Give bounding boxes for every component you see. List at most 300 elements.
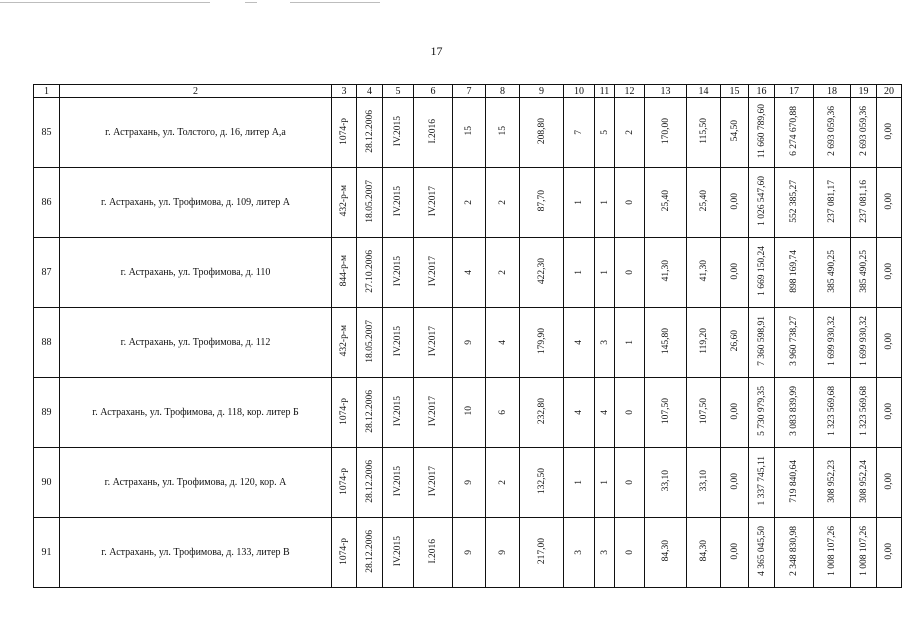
scan-artifact-line — [245, 2, 257, 3]
other-funds-cell — [877, 98, 902, 168]
column-header-8: 8 — [486, 85, 520, 98]
building-area-cell — [520, 238, 564, 308]
column-number-header — [34, 85, 902, 98]
planned-end-text: IV.2017 — [428, 255, 438, 287]
area-other-text: 26,60 — [729, 330, 740, 352]
area-cell — [687, 308, 721, 378]
area-total-cell — [645, 378, 687, 448]
other-funds-text: 0,00 — [884, 472, 894, 490]
page-number: 17 — [430, 44, 443, 58]
order-number-cell — [332, 378, 357, 448]
address-cell: г. Астрахань, ул. Трофимова, д. 120, кор. А — [60, 448, 332, 518]
row-number-cell: 88 — [34, 308, 60, 378]
fund-share-cell — [775, 238, 814, 308]
cost-total-cell — [749, 518, 775, 588]
planned-end-cell — [414, 518, 453, 588]
area-total-cell — [645, 448, 687, 518]
other-funds-text: 0,00 — [884, 192, 894, 210]
planned-start-cell — [383, 98, 414, 168]
area-total-text: 107,50 — [660, 397, 671, 425]
address-cell: г. Астрахань, ул. Трофимова, д. 118, кор. литер Б — [60, 378, 332, 448]
residents-total-cell — [453, 378, 486, 448]
rooms-total-text: 4 — [574, 340, 584, 345]
rooms-total-cell — [564, 518, 595, 588]
cost-total-cell — [749, 448, 775, 518]
municipal-share-cell — [851, 308, 877, 378]
rooms-cell — [595, 98, 615, 168]
cost-total-cell — [749, 238, 775, 308]
order-date-text: 18.05.2007 — [364, 319, 375, 363]
rooms-text: 4 — [599, 410, 610, 415]
table-row — [34, 308, 902, 378]
order-date-cell — [357, 238, 383, 308]
rooms-other-text: 1 — [624, 340, 635, 345]
fund-share-text: 719 840,64 — [789, 459, 799, 503]
region-share-text: 237 081,17 — [827, 179, 837, 223]
area-text: 41,30 — [698, 260, 709, 282]
area-other-text: 0,00 — [729, 472, 740, 490]
municipal-share-text: 308 952,24 — [858, 459, 869, 503]
planned-start-cell — [383, 378, 414, 448]
residents-relocated-cell — [486, 168, 520, 238]
residents-relocated-text: 15 — [497, 126, 508, 136]
municipal-share-text: 1 699 930,32 — [858, 316, 869, 366]
order-date-cell — [357, 518, 383, 588]
column-header-14: 14 — [687, 85, 721, 98]
order-number-cell — [332, 98, 357, 168]
residents-total-cell — [453, 448, 486, 518]
column-header-2: 2 — [60, 85, 332, 98]
planned-start-cell — [383, 308, 414, 378]
order-number-text: 1074-р — [339, 467, 349, 495]
other-funds-cell — [877, 448, 902, 518]
area-total-cell — [645, 518, 687, 588]
order-date-text: 27.10.2006 — [364, 249, 375, 293]
fund-share-cell — [775, 448, 814, 518]
column-header-6: 6 — [414, 85, 453, 98]
municipal-share-cell — [851, 518, 877, 588]
building-area-text: 422,30 — [536, 257, 547, 285]
column-header-13: 13 — [645, 85, 687, 98]
rooms-other-cell — [615, 98, 645, 168]
row-number-cell: 86 — [34, 168, 60, 238]
order-date-text: 28.12.2006 — [364, 109, 375, 153]
municipal-share-cell — [851, 238, 877, 308]
residents-total-text: 9 — [464, 480, 474, 485]
column-header-20: 20 — [877, 85, 902, 98]
rooms-cell — [595, 518, 615, 588]
area-other-cell — [721, 168, 749, 238]
planned-end-text: IV.2017 — [428, 395, 438, 427]
residents-total-cell — [453, 308, 486, 378]
area-total-text: 25,40 — [660, 190, 671, 212]
rooms-total-cell — [564, 98, 595, 168]
area-other-cell — [721, 448, 749, 518]
order-date-cell — [357, 168, 383, 238]
residents-relocated-cell — [486, 308, 520, 378]
other-funds-text: 0,00 — [884, 402, 894, 420]
building-area-cell — [520, 168, 564, 238]
other-funds-text: 0,00 — [884, 332, 894, 350]
fund-share-cell — [775, 168, 814, 238]
region-share-cell — [814, 168, 851, 238]
area-cell — [687, 98, 721, 168]
residents-relocated-text: 2 — [497, 270, 508, 275]
building-area-cell — [520, 448, 564, 518]
rooms-text: 5 — [599, 130, 610, 135]
building-area-cell — [520, 98, 564, 168]
row-number-cell: 89 — [34, 378, 60, 448]
planned-start-cell — [383, 518, 414, 588]
cost-total-cell — [749, 98, 775, 168]
area-cell — [687, 168, 721, 238]
building-area-cell — [520, 308, 564, 378]
scan-artifact-line — [0, 2, 210, 3]
order-number-cell — [332, 238, 357, 308]
other-funds-cell — [877, 518, 902, 588]
column-header-5: 5 — [383, 85, 414, 98]
column-header-7: 7 — [453, 85, 486, 98]
rooms-total-cell — [564, 448, 595, 518]
cost-total-cell — [749, 378, 775, 448]
rooms-other-cell — [615, 378, 645, 448]
residents-relocated-text: 2 — [497, 480, 508, 485]
fund-share-text: 3 960 738,27 — [789, 316, 799, 366]
rooms-other-cell — [615, 168, 645, 238]
row-number-cell: 91 — [34, 518, 60, 588]
other-funds-cell — [877, 238, 902, 308]
planned-end-text: I.2016 — [428, 538, 438, 564]
row-number-cell: 90 — [34, 448, 60, 518]
area-text: 25,40 — [698, 190, 709, 212]
rooms-cell — [595, 308, 615, 378]
region-share-cell — [814, 238, 851, 308]
area-other-cell — [721, 238, 749, 308]
municipal-share-cell — [851, 98, 877, 168]
planned-end-cell — [414, 98, 453, 168]
column-header-17: 17 — [775, 85, 814, 98]
order-date-text: 28.12.2006 — [364, 529, 375, 573]
municipal-share-text: 1 323 569,68 — [858, 386, 869, 436]
residents-relocated-cell — [486, 518, 520, 588]
column-header-4: 4 — [357, 85, 383, 98]
column-header-1: 1 — [34, 85, 60, 98]
cost-total-text: 1 337 745,11 — [756, 456, 767, 506]
order-number-text: 844-р-м — [339, 255, 349, 287]
column-header-19: 19 — [851, 85, 877, 98]
order-number-text: 1074-р — [339, 397, 349, 425]
planned-end-text: IV.2017 — [428, 325, 438, 357]
planned-end-text: IV.2017 — [428, 185, 438, 217]
region-share-cell — [814, 448, 851, 518]
area-text: 33,10 — [698, 470, 709, 492]
rooms-other-text: 0 — [624, 270, 635, 275]
row-number-cell: 87 — [34, 238, 60, 308]
region-share-cell — [814, 518, 851, 588]
planned-start-text: IV.2015 — [393, 255, 403, 287]
municipal-share-text: 385 490,25 — [858, 249, 869, 293]
region-share-text: 385 490,25 — [827, 249, 837, 293]
cost-total-text: 7 360 598,91 — [756, 316, 767, 366]
region-share-text: 1 008 107,26 — [827, 526, 837, 576]
planned-end-cell — [414, 378, 453, 448]
fund-share-cell — [775, 518, 814, 588]
area-total-cell — [645, 308, 687, 378]
rooms-other-text: 0 — [624, 200, 635, 205]
area-total-text: 170,00 — [660, 117, 671, 145]
area-other-cell — [721, 378, 749, 448]
planned-start-cell — [383, 238, 414, 308]
area-total-cell — [645, 168, 687, 238]
building-area-text: 179,90 — [536, 327, 547, 355]
table-row — [34, 518, 902, 588]
planned-start-cell — [383, 168, 414, 238]
building-area-text: 232,80 — [536, 397, 547, 425]
residents-total-cell — [453, 518, 486, 588]
fund-share-cell — [775, 378, 814, 448]
rooms-other-text: 0 — [624, 410, 635, 415]
rooms-total-cell — [564, 238, 595, 308]
rooms-other-text: 0 — [624, 550, 635, 555]
address-cell: г. Астрахань, ул. Трофимова, д. 109, литер А — [60, 168, 332, 238]
area-other-text: 0,00 — [729, 192, 740, 210]
planned-end-cell — [414, 308, 453, 378]
address-cell: г. Астрахань, ул. Толстого, д. 16, литер А,а — [60, 98, 332, 168]
order-number-cell — [332, 448, 357, 518]
area-total-cell — [645, 98, 687, 168]
rooms-total-text: 1 — [574, 270, 584, 275]
planned-start-text: IV.2015 — [393, 325, 403, 357]
planned-start-text: IV.2015 — [393, 535, 403, 567]
other-funds-cell — [877, 168, 902, 238]
table-row — [34, 238, 902, 308]
region-share-cell — [814, 98, 851, 168]
cost-total-text: 4 365 045,50 — [756, 526, 767, 576]
address-cell: г. Астрахань, ул. Трофимова, д. 112 — [60, 308, 332, 378]
area-other-text: 0,00 — [729, 262, 740, 280]
building-area-text: 217,00 — [536, 537, 547, 565]
area-text: 84,30 — [698, 540, 709, 562]
residents-relocated-cell — [486, 378, 520, 448]
rooms-total-cell — [564, 168, 595, 238]
area-cell — [687, 448, 721, 518]
other-funds-cell — [877, 308, 902, 378]
order-number-cell — [332, 518, 357, 588]
housing-register-table — [33, 84, 902, 588]
rooms-text: 3 — [599, 340, 610, 345]
other-funds-text: 0,00 — [884, 122, 894, 140]
table-row — [34, 98, 902, 168]
area-other-cell — [721, 518, 749, 588]
rooms-total-text: 1 — [574, 200, 584, 205]
rooms-cell — [595, 378, 615, 448]
area-other-text: 0,00 — [729, 542, 740, 560]
municipal-share-cell — [851, 168, 877, 238]
planned-end-cell — [414, 238, 453, 308]
column-header-15: 15 — [721, 85, 749, 98]
planned-end-text: I.2016 — [428, 118, 438, 144]
column-header-18: 18 — [814, 85, 851, 98]
other-funds-cell — [877, 378, 902, 448]
rooms-total-text: 1 — [574, 480, 584, 485]
area-cell — [687, 378, 721, 448]
residents-total-text: 4 — [464, 270, 474, 275]
cost-total-text: 1 669 150,24 — [756, 246, 767, 296]
planned-start-text: IV.2015 — [393, 185, 403, 217]
rooms-other-cell — [615, 308, 645, 378]
municipal-share-text: 2 693 059,36 — [858, 106, 869, 156]
table-row — [34, 168, 902, 238]
rooms-total-cell — [564, 308, 595, 378]
area-text: 115,50 — [698, 118, 709, 144]
area-other-cell — [721, 98, 749, 168]
residents-relocated-cell — [486, 98, 520, 168]
rooms-text: 1 — [599, 270, 610, 275]
residents-total-text: 2 — [464, 200, 474, 205]
area-cell — [687, 238, 721, 308]
fund-share-cell — [775, 308, 814, 378]
region-share-text: 1 323 569,68 — [827, 386, 837, 436]
area-cell — [687, 518, 721, 588]
area-total-text: 145,80 — [660, 327, 671, 355]
rooms-cell — [595, 238, 615, 308]
building-area-text: 132,50 — [536, 467, 547, 495]
residents-total-cell — [453, 168, 486, 238]
fund-share-text: 552 385,27 — [789, 179, 799, 223]
area-total-text: 41,30 — [660, 260, 671, 282]
planned-start-text: IV.2015 — [393, 115, 403, 147]
order-date-text: 28.12.2006 — [364, 459, 375, 503]
rooms-text: 3 — [599, 550, 610, 555]
order-date-cell — [357, 378, 383, 448]
residents-total-text: 15 — [464, 126, 474, 136]
fund-share-text: 898 169,74 — [789, 249, 799, 293]
rooms-other-cell — [615, 448, 645, 518]
order-number-text: 432-р-м — [339, 185, 349, 217]
residents-relocated-cell — [486, 238, 520, 308]
fund-share-text: 2 348 830,98 — [789, 526, 799, 576]
order-date-cell — [357, 98, 383, 168]
area-total-cell — [645, 238, 687, 308]
cost-total-cell — [749, 308, 775, 378]
cost-total-cell — [749, 168, 775, 238]
rooms-other-cell — [615, 518, 645, 588]
cost-total-text: 1 026 547,60 — [756, 176, 767, 226]
table-body — [34, 85, 902, 588]
residents-total-cell — [453, 238, 486, 308]
row-number-cell: 85 — [34, 98, 60, 168]
fund-share-text: 3 083 839,99 — [789, 386, 799, 436]
order-date-text: 18.05.2007 — [364, 179, 375, 223]
municipal-share-cell — [851, 448, 877, 518]
region-share-text: 2 693 059,36 — [827, 106, 837, 156]
residents-relocated-text: 4 — [497, 340, 508, 345]
residents-relocated-text: 2 — [497, 200, 508, 205]
planned-end-text: IV.2017 — [428, 465, 438, 497]
order-date-cell — [357, 448, 383, 518]
fund-share-cell — [775, 98, 814, 168]
column-header-10: 10 — [564, 85, 595, 98]
residents-total-cell — [453, 98, 486, 168]
order-number-text: 432-р-м — [339, 325, 349, 357]
residents-relocated-cell — [486, 448, 520, 518]
building-area-cell — [520, 378, 564, 448]
region-share-cell — [814, 378, 851, 448]
column-header-9: 9 — [520, 85, 564, 98]
region-share-text: 1 699 930,32 — [827, 316, 837, 366]
municipal-share-cell — [851, 378, 877, 448]
address-cell: г. Астрахань, ул. Трофимова, д. 110 — [60, 238, 332, 308]
scan-artifact-line — [290, 2, 380, 3]
fund-share-text: 6 274 670,88 — [789, 106, 799, 156]
area-total-text: 84,30 — [660, 540, 671, 562]
order-number-text: 1074-р — [339, 537, 349, 565]
planned-end-cell — [414, 448, 453, 518]
region-share-cell — [814, 308, 851, 378]
rooms-total-text: 4 — [574, 410, 584, 415]
area-text: 119,20 — [698, 328, 709, 354]
residents-total-text: 9 — [464, 340, 474, 345]
residents-relocated-text: 9 — [497, 550, 508, 555]
area-other-cell — [721, 308, 749, 378]
residents-total-text: 10 — [464, 406, 474, 416]
residents-total-text: 9 — [464, 550, 474, 555]
table-row — [34, 378, 902, 448]
residents-relocated-text: 6 — [497, 410, 508, 415]
other-funds-text: 0,00 — [884, 262, 894, 280]
order-number-text: 1074-р — [339, 117, 349, 145]
planned-start-text: IV.2015 — [393, 465, 403, 497]
rooms-cell — [595, 168, 615, 238]
order-number-cell — [332, 168, 357, 238]
area-text: 107,50 — [698, 397, 709, 425]
rooms-cell — [595, 448, 615, 518]
column-header-12: 12 — [615, 85, 645, 98]
planned-start-text: IV.2015 — [393, 395, 403, 427]
building-area-text: 208,80 — [536, 117, 547, 145]
order-number-cell — [332, 308, 357, 378]
address-cell: г. Астрахань, ул. Трофимова, д. 133, литер В — [60, 518, 332, 588]
rooms-text: 1 — [599, 200, 610, 205]
rooms-text: 1 — [599, 480, 610, 485]
order-date-text: 28.12.2006 — [364, 389, 375, 433]
table-row — [34, 448, 902, 518]
building-area-text: 87,70 — [536, 190, 547, 212]
municipal-share-text: 1 008 107,26 — [858, 526, 869, 576]
municipal-share-text: 237 081,16 — [858, 179, 869, 223]
rooms-total-text: 7 — [574, 130, 584, 135]
rooms-other-cell — [615, 238, 645, 308]
rooms-total-cell — [564, 378, 595, 448]
rooms-other-text: 0 — [624, 480, 635, 485]
region-share-text: 308 952,23 — [827, 459, 837, 503]
column-header-16: 16 — [749, 85, 775, 98]
area-total-text: 33,10 — [660, 470, 671, 492]
column-header-11: 11 — [595, 85, 615, 98]
planned-start-cell — [383, 448, 414, 518]
area-other-text: 0,00 — [729, 402, 740, 420]
building-area-cell — [520, 518, 564, 588]
column-header-3: 3 — [332, 85, 357, 98]
rooms-other-text: 2 — [624, 130, 635, 135]
other-funds-text: 0,00 — [884, 542, 894, 560]
rooms-total-text: 3 — [574, 550, 584, 555]
planned-end-cell — [414, 168, 453, 238]
cost-total-text: 5 730 979,35 — [756, 386, 767, 436]
order-date-cell — [357, 308, 383, 378]
area-other-text: 54,50 — [729, 120, 740, 142]
cost-total-text: 11 660 789,60 — [756, 103, 767, 159]
